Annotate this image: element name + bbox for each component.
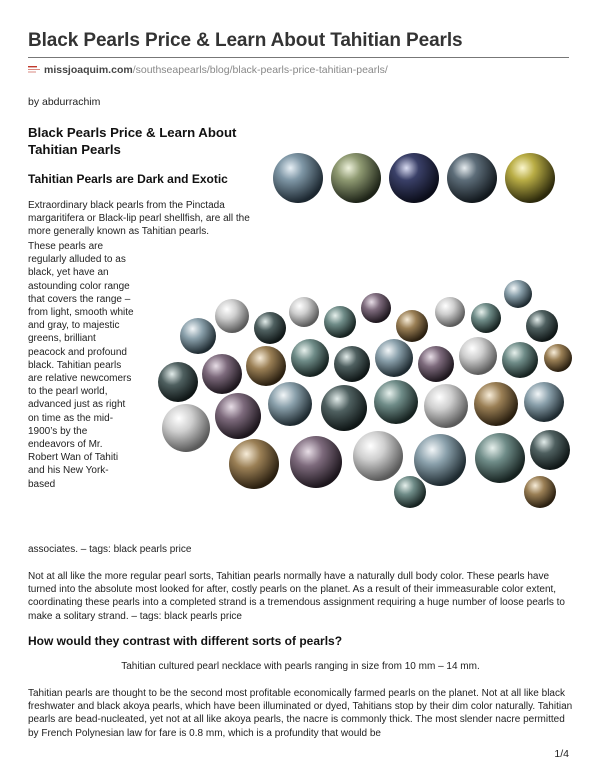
paragraph-2: Not at all like the more regular pearl sorts, Tahitian pearls normally have a naturally dull body color. These pearls have turned into the absolute most looked for after, costly pearls on the planet. As a result of their immeasurable color extent, coordinating these pearls into a completed strand is a tremendous assignment requiring a huge number of loose pearls to make a solitary strand. – tags: black pearls price [28,571,565,622]
source-line [28,64,388,76]
article-heading: Black Pearls Price & Learn About Tahitian Pearls [28,125,237,157]
source-domain-link[interactable]: missjoaquim.com [44,64,133,76]
page-number: 1/4 [554,748,569,760]
author-byline: by abdurrachim [28,96,101,108]
image-caption: Tahitian cultured pearl necklace with pearls ranging in size from 10 mm – 14 mm. [121,661,480,672]
page-title: Black Pearls Price & Learn About Tahitian Pearls [28,30,463,51]
paragraph-1-end: associates. – tags: black pearls price [28,544,192,555]
section-heading: How would they contrast with different sorts of pearls? [28,634,343,648]
paragraph-1-wrapped: These pearls are regularly alluded to as black, yet have an astounding color range that covers the range – from light, smooth white and gray, to majestic greens, brilliant peacock and profound black. Tahitian pearls are relative newcomers to the pearl world, advanced just as right on time as the mid-1900’s by the endeavors of Mr. Robert Wan of Tahiti and his New York-based [28,241,134,490]
site-logo-icon [28,65,41,74]
pearl-2 [331,153,381,203]
pearl-3 [389,153,439,203]
pearl-4 [447,153,497,203]
source-path-link[interactable]: /southseapearls/blog/black-pearls-price-tahitian-pearls/ [132,64,388,76]
pearl-1 [273,153,323,203]
article-subheading: Tahitian Pearls are Dark and Exotic [28,172,228,186]
paragraph-1-intro: Extraordinary black pearls from the Pinctada margaritifera or Black-lip pearl shellfish, are all the more generally known as Tahitian pearls. [28,200,250,238]
pearl-5 [505,153,555,203]
pearl-pile [158,280,572,508]
paragraph-3: Tahitian pearls are thought to be the second most profitable economically farmed pearls on the planet. Not at all like black freshwater and black akoya pearls, which have been illuminated or dyed, Tahitians stop by their dim color naturally. Tahitian pearls are bead-nucleated, yet not at all like akoya pearls, the nacre is commonly thick. The most slender nacre permitted by French Polynesian law for fare is 0.8 mm, which is a profundity that would be [28,688,573,739]
pearl-pile-image [140,278,572,510]
pearl-row-image [270,150,560,206]
title-divider [28,57,569,58]
